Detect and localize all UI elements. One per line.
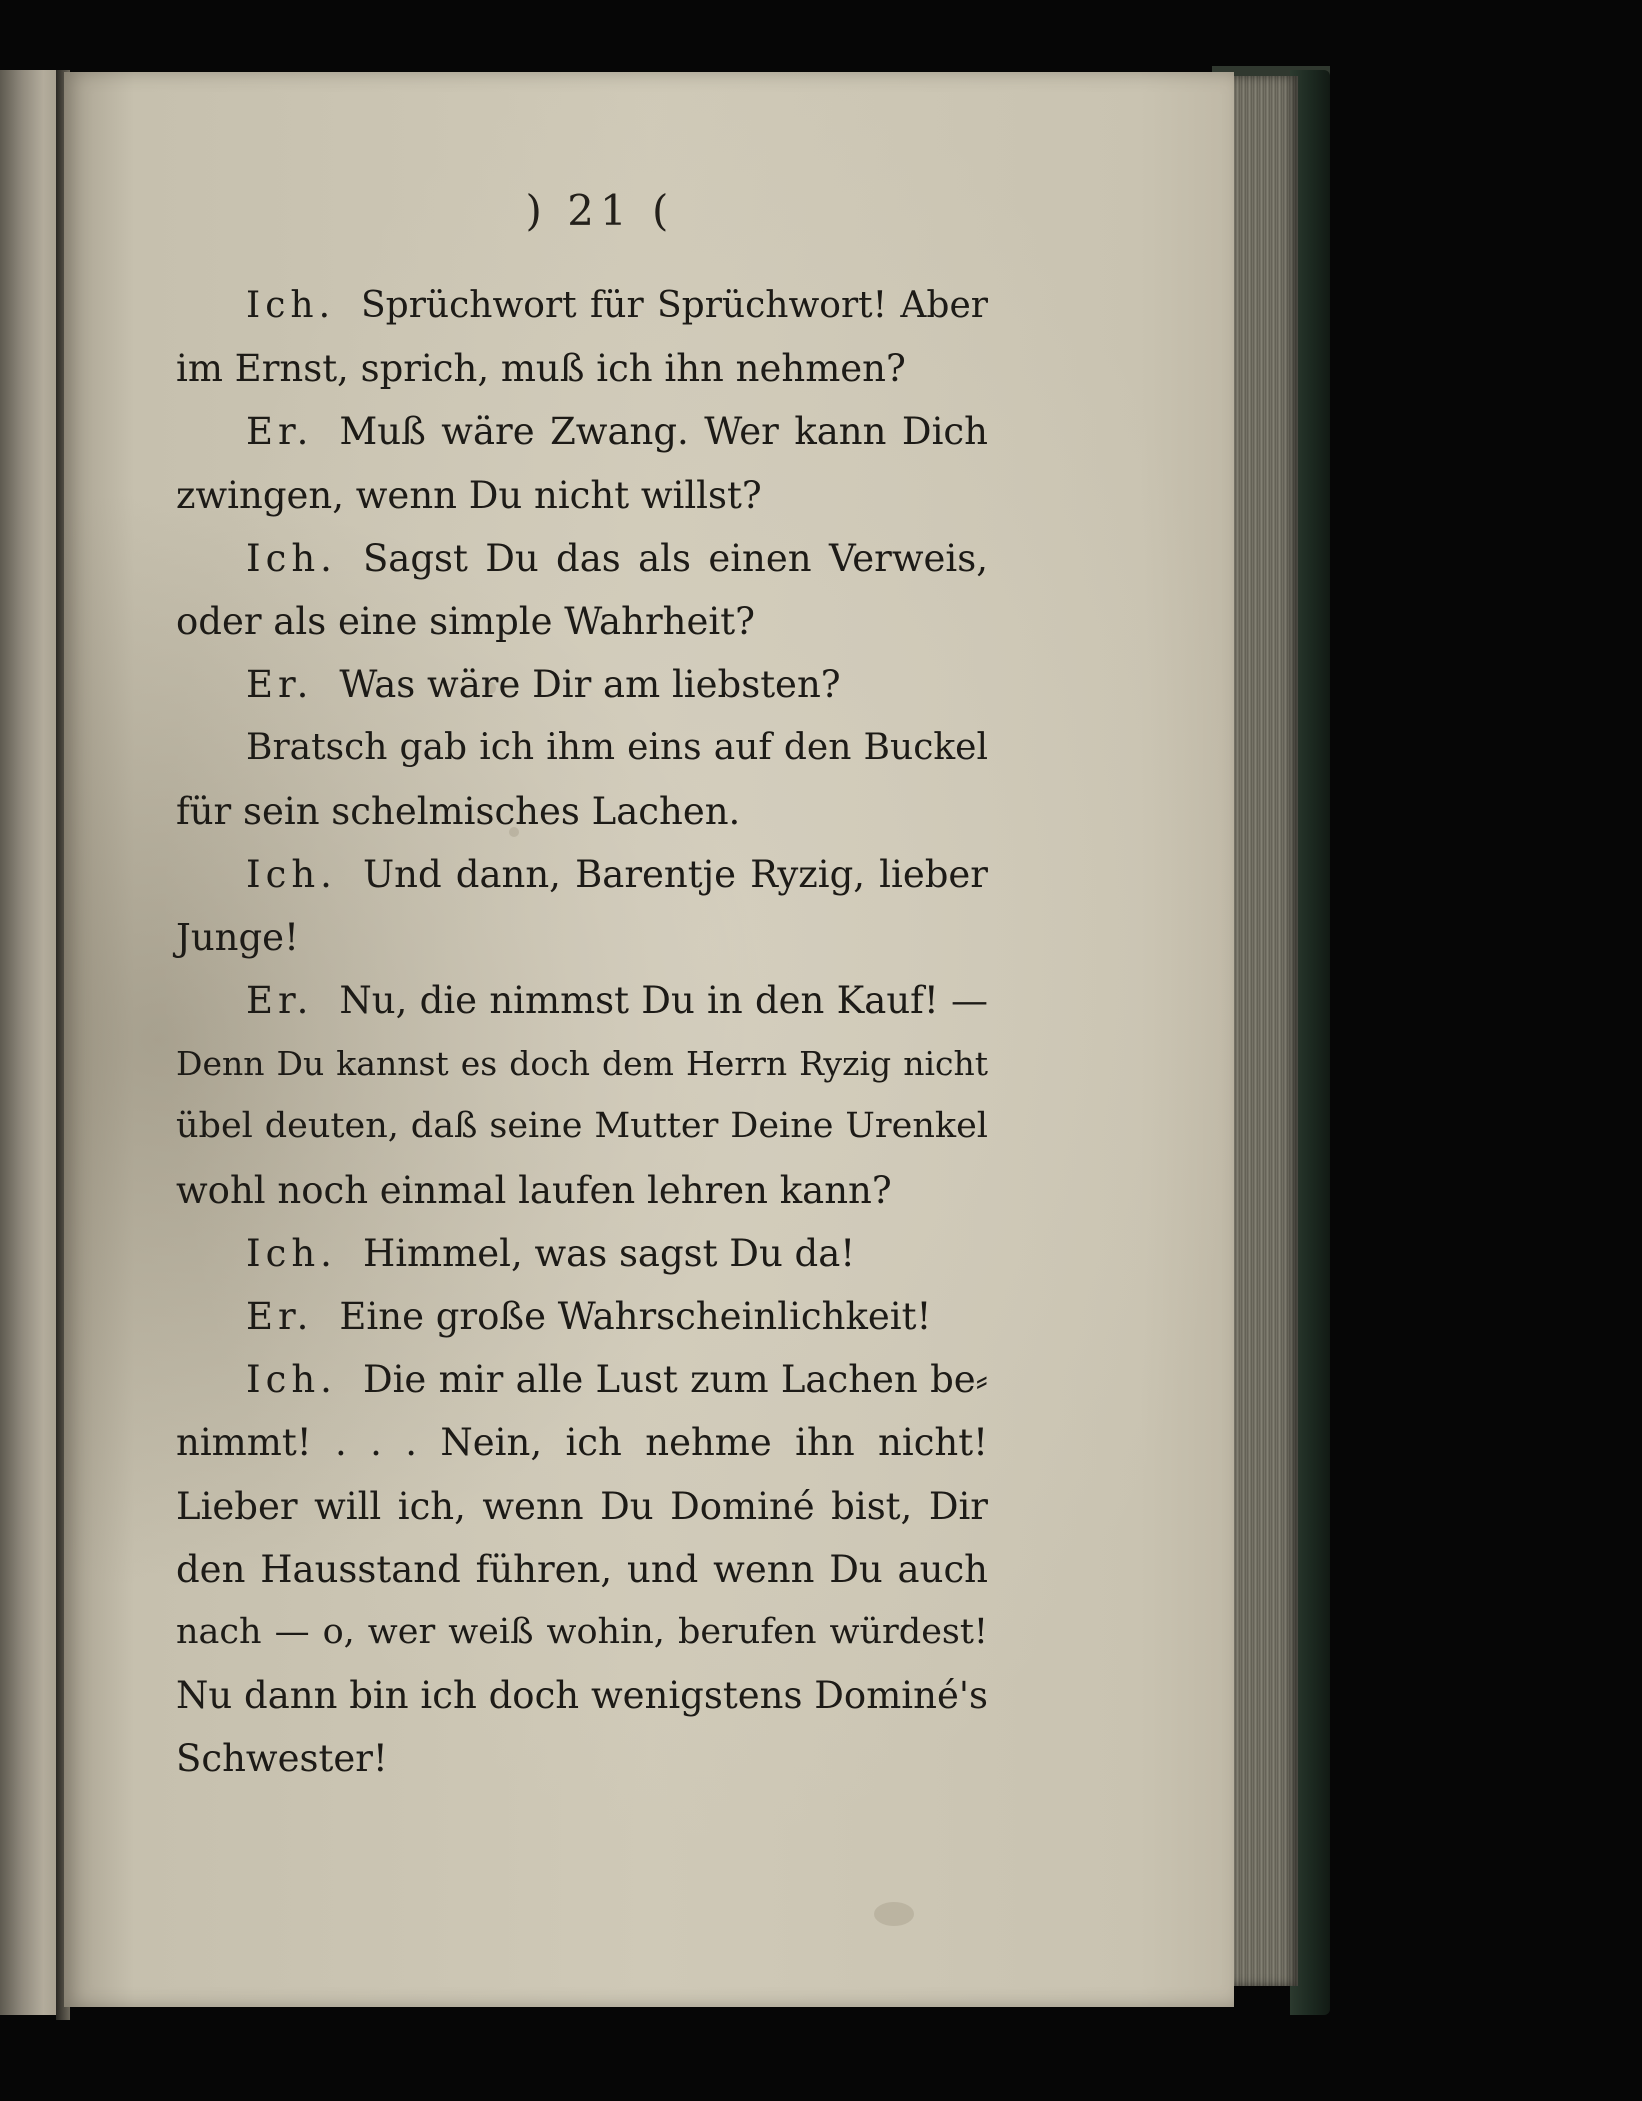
text-line: [176, 1159, 988, 1222]
line-text: Muß wäre Zwang. Wer kann Dich: [339, 410, 988, 454]
text-line: [176, 1601, 988, 1664]
text-line: [176, 1664, 988, 1727]
text-line: [176, 1222, 988, 1285]
line-text: Schwester!: [176, 1737, 388, 1781]
text-line: [176, 590, 988, 653]
paper-stain: [874, 1902, 914, 1926]
speaker-label: Ich.: [246, 536, 337, 580]
text-line: [176, 969, 988, 1032]
text-line: [176, 464, 988, 527]
text-line: [176, 1411, 988, 1474]
line-text: Und dann, Barentje Ryzig, lieber: [362, 852, 988, 896]
line-text: oder als eine simple Wahrheit?: [176, 599, 755, 643]
line-text: Himmel, was sagst Du da!: [362, 1231, 856, 1275]
speaker-label: Ich.: [246, 1231, 337, 1275]
line-text: Bratsch gab ich ihm eins auf den Buckel: [246, 727, 988, 769]
speaker-label: Er.: [246, 979, 314, 1023]
line-text: Die mir alle Lust zum Lachen be⸗: [362, 1358, 988, 1402]
line-text: Eine große Wahrscheinlichkeit!: [339, 1295, 932, 1338]
text-line: [176, 843, 988, 906]
line-text: wohl noch einmal laufen lehren kann?: [176, 1168, 892, 1212]
line-text: Was wäre Dir am liebsten?: [339, 663, 841, 707]
speaker-label: Ich.: [246, 1358, 337, 1402]
text-line: [176, 780, 988, 843]
line-text: übel deuten, daß seine Mutter Deine Urenkel: [176, 1106, 988, 1147]
text-line: [176, 1095, 988, 1158]
line-text: nach — o, wer weiß wohin, berufen würdest!: [176, 1611, 988, 1652]
text-line: [176, 1285, 988, 1348]
text-line: [176, 653, 988, 716]
line-text: Nu, die nimmst Du in den Kauf! —: [339, 979, 988, 1023]
line-text: Junge!: [176, 915, 299, 959]
line-text: Denn Du kannst es doch dem Herrn Ryzig nicht: [176, 1044, 988, 1084]
speaker-label: Ich.: [246, 852, 337, 896]
text-line: [176, 337, 988, 400]
line-text: für sein schelmisches Lachen.: [176, 789, 741, 833]
line-text: nimmt! . . . Nein, ich nehme ihn nicht!: [176, 1421, 988, 1465]
page-number: ) 21 (: [525, 186, 675, 235]
line-text: Sprüchwort für Sprüchwort! Aber: [361, 285, 988, 326]
text-line: [176, 1727, 988, 1790]
line-text: Lieber will ich, wenn Du Dominé bist, Dir: [176, 1484, 988, 1528]
text-line: [176, 1475, 988, 1538]
line-text: zwingen, wenn Du nicht willst?: [176, 473, 762, 517]
line-text: Sagst Du das als einen Verweis,: [362, 536, 988, 580]
text-line: [176, 527, 988, 590]
text-line: [176, 274, 988, 337]
speaker-label: Ich.: [246, 285, 336, 326]
line-text: den Hausstand führen, und wenn Du auch: [176, 1547, 988, 1591]
speaker-label: Er.: [246, 663, 314, 707]
text-line: [176, 1538, 988, 1601]
facing-page-edge: [0, 70, 64, 2015]
speaker-label: Er.: [246, 410, 314, 454]
text-line: [176, 1032, 988, 1095]
text-line: [176, 1348, 988, 1411]
text-line: [176, 716, 988, 779]
body-text: [176, 274, 988, 1791]
text-line: [176, 906, 988, 969]
speaker-label: Er.: [246, 1295, 314, 1338]
text-line: [176, 400, 988, 463]
line-text: Nu dann bin ich doch wenigstens Dominé's: [176, 1674, 988, 1718]
line-text: im Ernst, sprich, muß ich ihn nehmen?: [176, 347, 906, 391]
